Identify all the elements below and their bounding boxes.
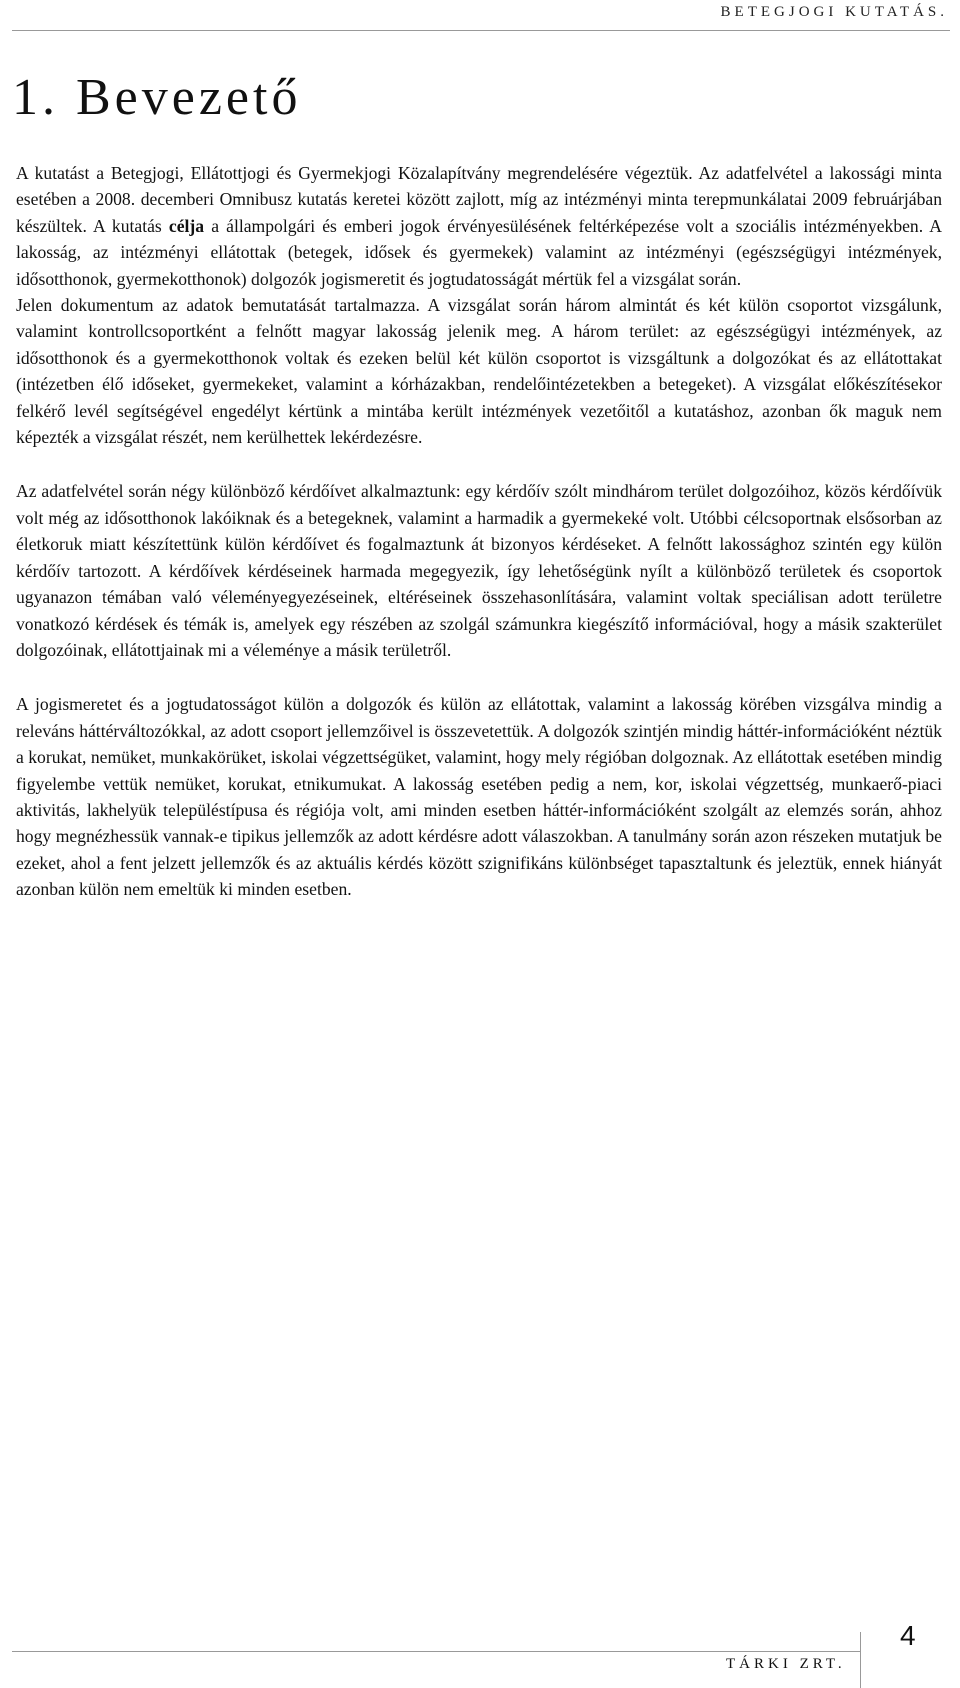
page-number: 4 — [900, 1620, 916, 1651]
paragraph-methodology: A jogismeretet és a jogtudatosságot külön a dolgozók és külön az ellátottak, valamint a lakosság körében vizsgálva mindig a releváns háttérváltozókkal, az adott csoport jellemzőivel is összevetettük. A dolgozók szintjén mindig háttér-információként néztük a korukat, nemüket, munkakörüket, iskolai végzettségüket, valamint, hogy mely régióban dolgoznak. Az ellátottak esetében mindig figyelembe vettük nemüket, korukat, etnikumukat. A lakosság esetében pedig a nem, kor, iskolai végzettség, munkaerő-piaci aktivitás, lakhelyük településtípusa és régiója volt, ami minden esetben háttér-információként szolgált az elemzés során, ahhoz hogy megnézhessük vannak-e tipikus jellemzők az adott kérdésre adott válaszokban. A tanulmány során azon részeken mutatjuk be ezeket, ahol a fent jelzett jellemzők és az aktuális kérdés között szignifikáns különbséget tapasztaltunk és jeleztük, ennek hiányát azonban külön nem emeltük ki minden esetben. — [16, 694, 942, 900]
running-header: BETEGJOGI KUTATÁS. — [720, 4, 948, 20]
paragraph-questionnaires: Az adatfelvétel során négy különböző kérdőívet alkalmaztunk: egy kérdőív szólt mindhárom terület dolgozóihoz, közös kérdőívük volt még az idősotthonok lakóiknak és a betegeknek, valamint a harmadik a gyermekeké volt. Utóbbi célcsoportnak elsősorban az életkoruk miatt készítettünk külön kérdőívet és fogalmaztunk át bizonyos kérdéseket. A felnőtt lakossághoz szintén egy külön kérdőív tartozott. A kérdőívek kérdéseinek harmada megegyezik, így lehetőségünk nyílt a különböző területek és csoportok ugyanazon témában való véleményegyezéseinek, eltéréseinek összehasonlítására, valamint voltak speciálisan adott területre vonatkozó kérdések és témák is, amelyek egy részében az szolgál számunkra kiegészítő információval, hogy a másik szakterület dolgozóinak, ellátottjainak mi a véleménye a másik területről. — [16, 481, 942, 660]
section-heading: 1. Bevezető — [12, 69, 302, 126]
paragraph-document-scope: Jelen dokumentum az adatok bemutatását tartalmazza. A vizsgálat során három almintát és két külön csoportot vizsgálunk, valamint kontrollcsoportként a felnőtt magyar lakosság jelenik meg. A három terület: az egészségügyi intézmények, az idősotthonok és a gyermekotthonok voltak és ezeken belül két külön csoportot is vizsgáltunk a dolgozókat és az ellátottakat (intézetben élő időseket, gyermekeket, valamint a kórházakban, rendelőintézetekben a betegeket). A vizsgálat előkészítésekor felkérő levél segítségével engedélyt kértünk a mintába került intézmények vezetőitől a kutatáshoz, azonban ők maguk nem képezték a vizsgálat részét, nem kerülhettek lekérdezésre. — [16, 295, 942, 448]
header-divider — [12, 30, 950, 31]
body-text — [16, 160, 942, 903]
footer-divider — [12, 1651, 860, 1652]
emphasis-celja: célja — [168, 215, 205, 236]
footer-organization: TÁRKI ZRT. — [726, 1656, 846, 1672]
paragraph-intro: A kutatást a Betegjogi, Ellátottjogi és Gyermekjogi Közalapítvány megrendelésére végeztük. Az adatfelvétel a lakossági minta esetében a 2008. decemberi Omnibusz kutatás keretei között zajlott, míg az intézményi minta terepmunkálatai 2009 februárjában készültek. A kutatás célja a állampolgári és emberi jogok érvényesülésének feltérképezése volt a szociális intézményekben. A lakosság, az intézményi ellátottak (betegek, idősek és gyermekek) valamint az intézményi (egészségügyi intézmények, idősotthonok, gyermekotthonok) dolgozók jogismeretit és jogtudatosságát mértük fel a vizsgálat során. — [16, 163, 942, 289]
footer-vertical-divider — [860, 1632, 861, 1688]
